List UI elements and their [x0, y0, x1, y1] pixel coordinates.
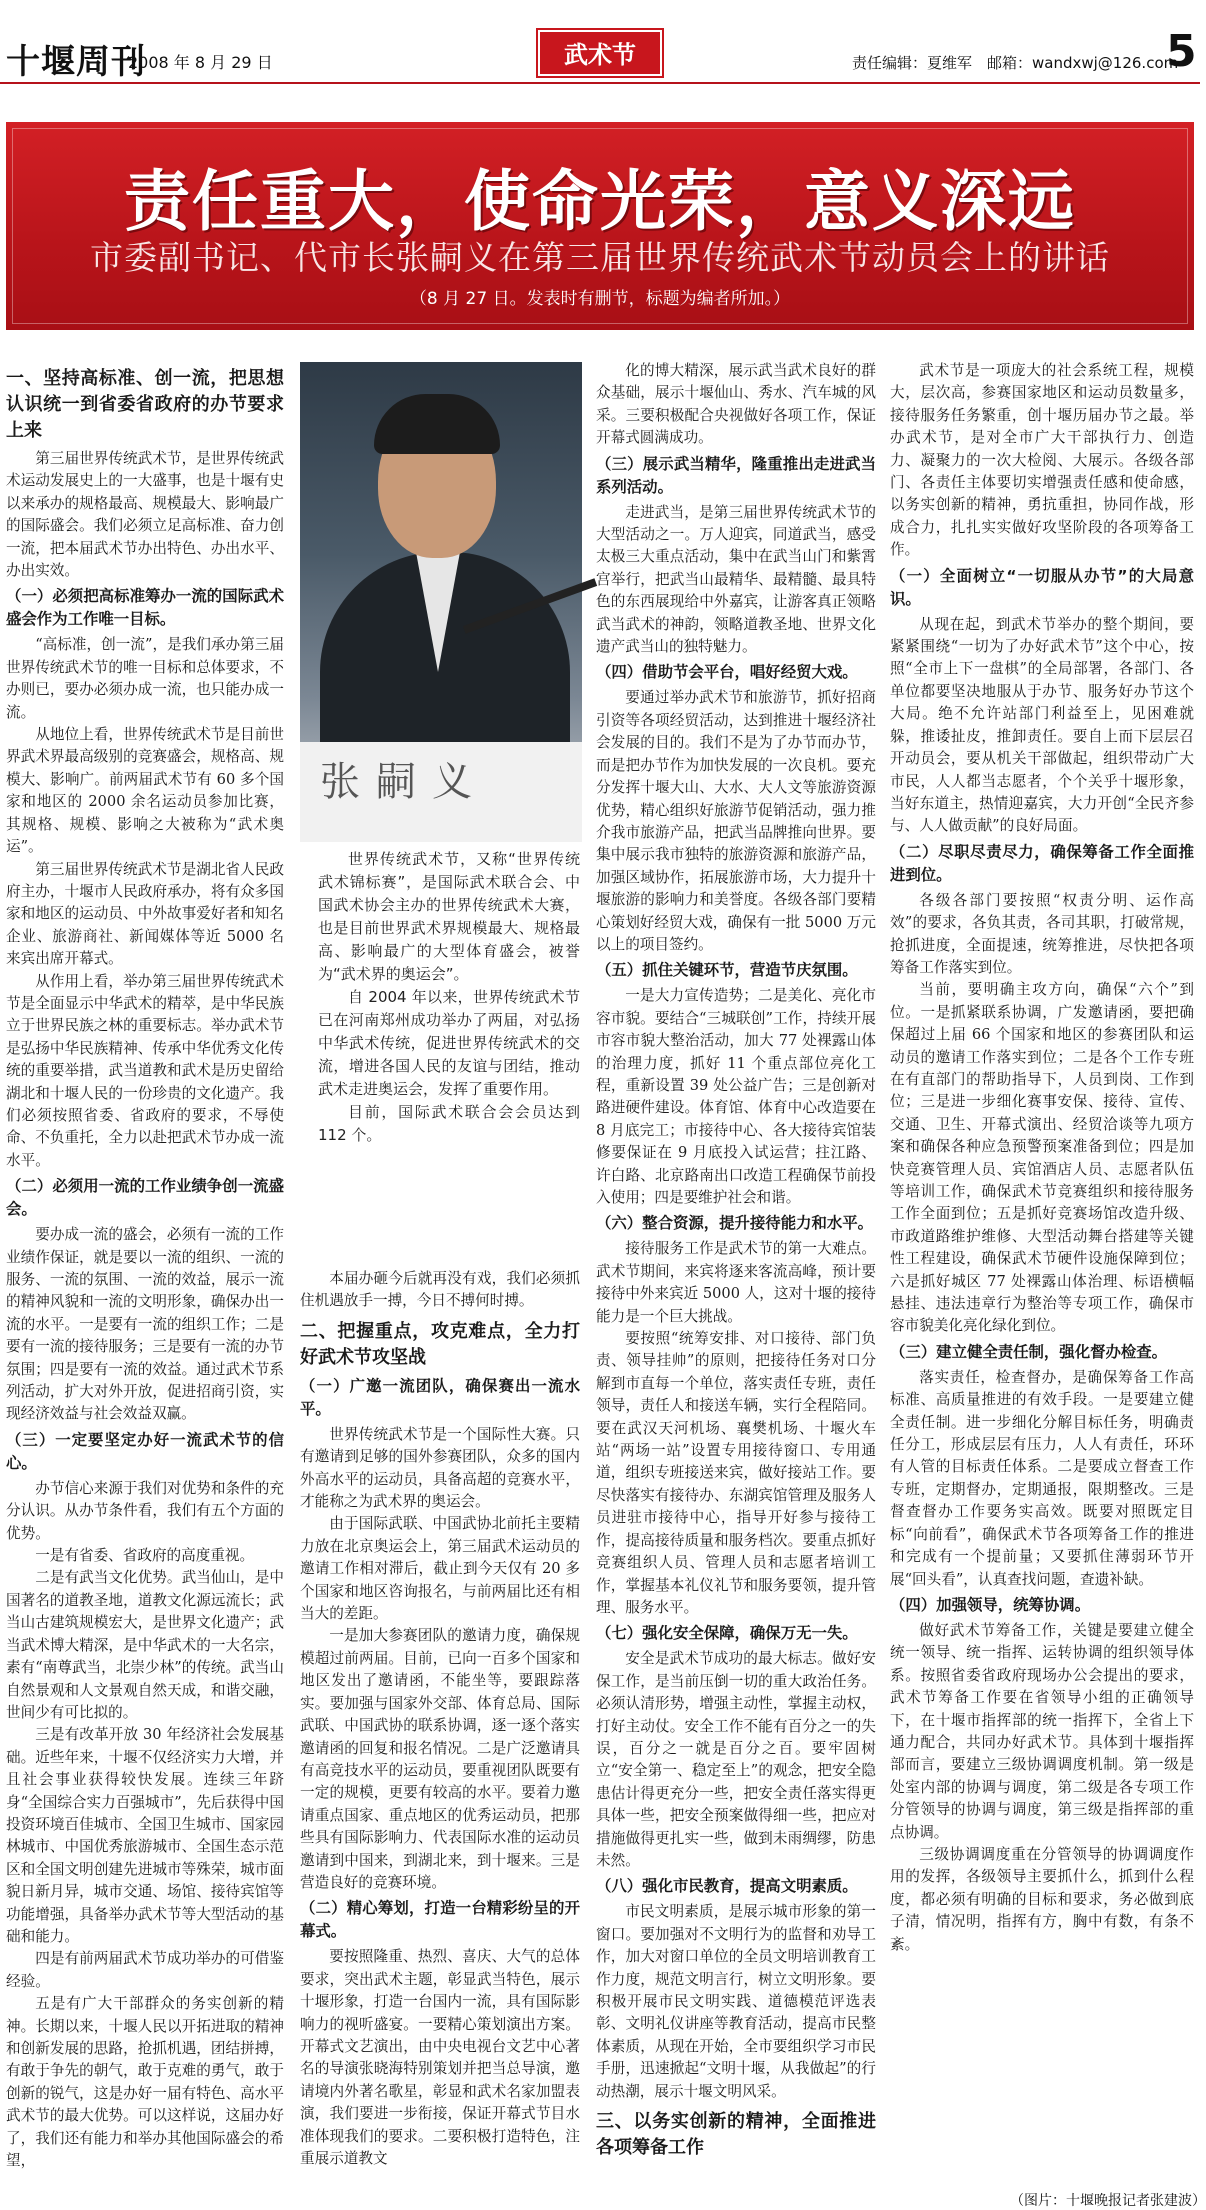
- paragraph: 一是加大参赛团队的邀请力度，确保规模超过前两届。目前，已向一百多个国家和地区发出了邀请函，不能坐等，要跟踪落实。要加强与国家外交部、体育总局、国际武联、中国武协的联系协调，逐一逐个落实邀请函的回复和报名情况。二是广泛邀请具有高竞技水平的运动员，要重视团队既要有一定的规模，更要有较高的水平。要着力邀请重点国家、重点地区的优秀运动员，把那些具有国际影响力、代表国际水准的运动员邀请到中国来，到湖北来，到十堰来。三是营造良好的竞赛环境。: [300, 1627, 580, 1891]
- paragraph: 第三届世界传统武术节是湖北省人民政府主办，十堰市人民政府承办，将有众多国家和地区的运动员、中外故事爱好者和知名企业、旅游商社、新闻媒体等近 5000 名来宾出席开幕式。: [6, 860, 284, 968]
- article-column-2: [300, 1268, 580, 2168]
- page-number: 5: [1166, 26, 1197, 77]
- paragraph: 要办成一流的盛会，必须有一流的工作业绩作保证，就是要以一流的组织、一流的服务、一流的氛围、一流的效益，展示一流的精神风貌和一流的文明形象，确保办出一流的水平。一是要有一流的组织工作；二是要有一流的接待服务；三是要有一流的办节氛围；四是要有一流的效益。通过武术节系列活动，扩大对外开放，促进招商引资，实现经济效益与社会效益双赢。: [6, 1226, 284, 1423]
- editor-note: （8 月 27 日。发表时有删节，标题为编者所加。）: [409, 289, 791, 309]
- subheading: （三）展示武当精华，隆重推出走进武当系列活动。: [596, 454, 876, 496]
- sidebar-paragraph: 世界传统武术节，又称“世界传统武术锦标赛”，是国际武术联合会、中国武术协会主办的世界传统武术大赛，也是目前世界武术界规模最大、规格最高、影响最广的大型体育盛会，被誉为“武术界的奥运会”。: [318, 850, 580, 983]
- paragraph: “高标准，创一流”，是我们承办第三届世界传统武术节的唯一目标和总体要求，不办则已，要办必须办成一流，也只能办成一流。: [6, 636, 284, 721]
- section-heading-3: 三、以务实创新的精神，全面推进各项筹备工作: [596, 2111, 876, 2159]
- paragraph: 四是有前两届武术节成功举办的可借鉴经验。: [6, 1950, 284, 1990]
- paragraph: 做好武术节筹备工作，关键是要建立健全统一领导、统一指挥、运转协调的组织领导体系。按照省委省政府现场办公会提出的要求，武术节筹备工作要在省领导小组的正确领导下，在十堰市指挥部的统一指挥下，全省上下通力配合，共同办好武术节。具体到十堰指挥部而言，要建立三级协调调度机制。第一级是处室内部的协调与调度，第二级是各专项工作分管领导的协调与调度，第三级是指挥部的重点协调。: [890, 1621, 1194, 1841]
- paragraph: 要按照隆重、热烈、喜庆、大气的总体要求，突出武术主题，彰显武当特色，展示十堰形象，打造一台国内一流，具有国际影响力的视听盛宴。一要精心策划演出方案。开幕式文艺演出，由中央电视台文艺中心著名的导演张晓海特别策划并把当总导演，邀请境内外著名歌星，彰显和武术名家加盟表演，我们要进一步衔接，保证开幕式节目水准体现我们的要求。二要积极打造特色，注重展示道教文: [300, 1948, 580, 2167]
- paragraph: 由于国际武联、中国武协北前托主要精力放在北京奥运会上，第三届武术运动员的邀请工作相对滞后，截止到今天仅有 20 多个国家和地区咨询报名，与前两届比还有相当大的差距。: [300, 1515, 580, 1623]
- paragraph: 二是有武当文化优势。武当仙山，是中国著名的道教圣地，道教文化源远流长；武当山古建筑规模宏大，是世界文化遗产；武当武术博大精深，是中华武术的一大名宗，素有“南尊武当，北崇少林”的传统。武当山自然景观和人文景观自然天成，和谐交融，世间少有可比拟的。: [6, 1569, 284, 1721]
- paragraph: 一是大力宣传造势；二是美化、亮化市容市貌。要结合“三城联创”工作，持续开展市容市貌大整治活动，加大 77 处裸露山体的治理力度，抓好 11 个重点部位亮化工程，重新设置 39 处公益广告；三是创新对路进硬件建设。体育馆、体育中心改造要在 8 月底完工；市接待中心、各大接待宾馆装修要保证在 9 月底投入试运营；拄江路、许白路、北京路南出口改造工程确保节前投入使用；四是要维护社会和谐。: [596, 987, 876, 1206]
- subheading: （一）广邀一流团队，确保赛出一流水平。: [300, 1376, 580, 1418]
- article-column-4: [890, 360, 1194, 2140]
- paragraph: 从现在起，到武术节举办的整个期间，要紧紧围绕“一切为了办好武术节”这个中心，按照“全市上下一盘棋”的全局部署，各部门、各单位都要坚决地服从于办节、服务好办节这个大局。绝不允许站部门利益至上，见困难就躲，推诿扯皮，推卸责任。要自上而下层层召开动员会，要从机关干部做起，组织带动广大市民，人人都当志愿者，个个关乎十堰形象，当好东道主，热情迎嘉宾，大力开创“全民齐参与、人人做贡献”的良好局面。: [890, 615, 1194, 835]
- headline-banner: [6, 122, 1194, 330]
- section-heading-1: 一、坚持高标准、创一流，把思想认识统一到省委省政府的办节要求上来: [6, 368, 284, 441]
- subheadline: 市委副书记、代市长张嗣义在第三届世界传统武术节动员会上的讲话: [90, 238, 1110, 277]
- photo-hair: [374, 394, 500, 454]
- paragraph: 第三届世界传统武术节，是世界传统武术运动发展史上的一大盛事，也是十堰有史以来承办的规格最高、规模最大、影响最广的国际盛会。我们必须立足高标准、奋力创一流，把本届武术节办出特色、办出水平、办出实效。: [6, 450, 284, 580]
- paragraph: 一是有省委、省政府的高度重视。: [35, 1547, 255, 1565]
- paragraph: 五是有广大干部群众的务实创新的精神。长期以来，十堰人民以开拓进取的精神和创新发展的思路，抢抓机遇，团结拼搏，有敢于争先的朝气，敢于克难的勇气，敢于创新的锐气，这是办好一届有特色、高水平武术节的最大优势。可以这样说，这届办好了，我们还有能力和举办其他国际盛会的希望，: [6, 1995, 284, 2170]
- paragraph: 走进武当，是第三届世界传统武术节的大型活动之一。万人迎宾，同道武当，感受太极三大重点活动，集中在武当山门和紫霄宫举行，把武当山最精华、最精髓、最具特色的东西展现给中外嘉宾，让游客真正领略武当武术的神韵，领略道教圣地、世界文化遗产武当山的独特魅力。: [596, 503, 876, 656]
- paragraph: 要通过举办武术节和旅游节，抓好招商引资等各项经贸活动，达到推进十堰经济社会发展的目的。我们不是为了办节而办节，而是把办节作为加快发展的一次良机。要充分发挥十堰大山、大水、大人文等旅游资源优势，精心组织好旅游节促销活动，强力推介我市旅游产品，把武当品牌推向世界。要集中展示我市独特的旅游资源和旅游产品，加强区域协作，拓展旅游市场，大力提升十堰旅游的影响力和美誉度。各级各部门要精心策划好经贸大戏，确保有一批 5000 万元以上的项目签约。: [596, 689, 876, 953]
- nameplate-text: 张嗣义: [320, 759, 488, 805]
- paragraph: 接待服务工作是武术节的第一大难点。武术节期间，来宾将逐来客流高峰，预计要接待中外来宾近 5000 人，这对十堰的接待能力是一个巨大挑战。: [596, 1240, 876, 1325]
- paragraph: 落实责任，检查督办，是确保筹备工作高标准、高质量推进的有效手段。一是要建立健全责任制。进一步细化分解目标任务，明确责任分工，形成层层有压力，人人有责任，环环有人管的目标责任体系。二是要成立督查工作专班，定期督办，定期通报，限期整改。三是督查督办工作要务实高效。既要对照既定目标“向前看”，确保武术节各项筹备工作的推进和完成有一个提前量；又要抓住薄弱环节开展“回头看”，认真查找问题，查遗补缺。: [890, 1368, 1194, 1588]
- paragraph: 三级协调调度重在分管领导的协调调度作用的发挥，各级领导主要抓什么，抓到什么程度，都必须有明确的目标和要求，务必做到底子清，情况明，指挥有方，胸中有数，有条不紊。: [890, 1845, 1194, 1953]
- issue-date: 2008 年 8 月 29 日: [128, 53, 273, 72]
- subheading: （四）借助节会平台，唱好经贸大戏。: [596, 663, 858, 682]
- paragraph: 当前，要明确主攻方向，确保“六个”到位。一是抓紧联系协调，广发邀请函，要把确保超过上届 66 个国家和地区的参赛团队和运动员的邀请工作落实到位；二是各个工作专班在有直部门的帮助指导下，人员到岗、工作到位；三是进一步细化赛事安保、接待、宣传、交通、卫生、开幕式演出、经贸洽谈等九项方案和确保各种应急预警预案准备到位；四是加快竞赛管理人员、宾馆酒店人员、志愿者队伍等培训工作，确保武术节竞赛组织和接待服务工作全面到位；五是抓好竞赛场馆改造升级、市政道路维护维修、大型活动舞台搭建等关键性工程建设，确保武术节硬件设施保障到位；六是抓好城区 77 处裸露山体治理、标语横幅悬挂、违法违章行为整治等专项工作，确保市容市貌美化亮化绿化到位。: [890, 981, 1194, 1335]
- paragraph: 市民文明素质，是展示城市形象的第一窗口。要加强对不文明行为的监督和劝导工作，加大对窗口单位的全员文明培训教育工作力度，规范文明言行，树立文明形象。要积极开展市民文明实践、道德模范评选表彰、文明礼仪讲座等教育活动，提高市民整体素质，从现在开始，全市要组织学习市民手册，迅速掀起“文明十堰，从我做起”的行动热潮，展示十堰文明风采。: [596, 1903, 876, 2100]
- subheading: （六）整合资源，提升接待能力和水平。: [596, 1214, 874, 1233]
- subheading: （四）加强领导，统筹协调。: [890, 1595, 1091, 1614]
- paragraph: 安全是武术节成功的最大标志。做好安保工作，是当前压倒一切的重大政治任务。必须认清形势，增强主动性，掌握主动权，打好主动仗。安全工作不能有百分之一的失误，百分之一就是百分之百。要牢固树立“安全第一、稳定至上”的观念，把安全隐患估计得更充分一些，把安全责任落实得更具体一些，把安全预案做得细一些，把应对措施做得更扎实一些，做到未雨绸缪，防患未然。: [596, 1650, 876, 1869]
- headline: 责任重大，使命光荣，意义深远: [124, 162, 1076, 240]
- paragraph: 办节信心来源于我们对优势和条件的充分认识。从办节条件看，我们有五个方面的优势。: [6, 1479, 284, 1542]
- nameplate: [300, 742, 582, 842]
- sidebar-paragraph: 自 2004 年以来，世界传统武术节已在河南郑州成功举办了两届，对弘扬中华武术传统，促进世界传统武术的交流，增进各国人民的友谊与团结，推动武术走进奥运会，发挥了重要作用。: [318, 988, 580, 1098]
- paragraph: 各级各部门要按照“权责分明、运作高效”的要求，各负其责，各司其职，打破常规，抢抓进度，全面提速，统筹推进，尽快把各项筹备工作落实到位。: [890, 891, 1194, 976]
- article-column-3: [596, 360, 876, 2190]
- subheading: （二）精心筹划，打造一台精彩纷呈的开幕式。: [300, 1899, 580, 1941]
- subheading: （二）必须用一流的工作业绩争创一流盛会。: [6, 1177, 284, 1219]
- paper-name: 十堰周刊: [6, 42, 146, 82]
- paragraph: 本届办砸今后就再没有戏，我们必须抓住机遇放手一搏，今日不搏何时搏。: [300, 1270, 580, 1310]
- subheading: （一）全面树立“一切服从办节”的大局意识。: [890, 566, 1194, 608]
- subheading: （三）一定要坚定办好一流武术节的信心。: [6, 1430, 284, 1472]
- subheading: （五）抓住关键环节，营造节庆氛围。: [596, 961, 858, 980]
- section-heading-2: 二、把握重点，攻克难点，全力打好武术节攻坚战: [300, 1320, 580, 1368]
- paragraph: 三是有改革开放 30 年经济社会发展基础。近些年来，十堰不仅经济实力大增，并且社会事业获得较快发展。连续三年跻身“全国综合实力百强城市”，先后获得中国投资环境百佳城市、全国卫生城市、国家园林城市、中国优秀旅游城市、全国生态示范区和全国文明创建先进城市等殊荣，城市面貌日新月异，城市交通、场馆、接待宾馆等功能增强，具备举办武术节等大型活动的基础和能力。: [6, 1726, 284, 1945]
- subheading: （二）尽职尽责尽力，确保筹备工作全面推进到位。: [890, 842, 1194, 884]
- sidebar-info-box: [318, 848, 580, 1147]
- paragraph: 化的博大精深，展示武当武术良好的群众基础，展示十堰仙山、秀水、汽车城的风采。三要积极配合央视做好各项工作，保证开幕式圆满成功。: [596, 362, 876, 447]
- subheading: （一）必须把高标准筹办一流的国际武术盛会作为工作唯一目标。: [6, 587, 284, 629]
- editor-info: 责任编辑：夏维军 邮箱：wandxwj@126.com: [852, 54, 1179, 72]
- photo-credit: （图片：十堰晚报记者张建波）: [1010, 2193, 1206, 2209]
- sidebar-paragraph: 目前，国际武术联合会会员达到 112 个。: [318, 1103, 580, 1144]
- subheading: （七）强化安全保障，确保万无一失。: [596, 1624, 858, 1643]
- speaker-photo: [300, 362, 582, 842]
- paragraph: 从作用上看，举办第三届世界传统武术节是全面显示中华武术的精萃，是中华民族立于世界民族之林的重要标志。举办武术节是弘扬中华民族精神、传承中华优秀文化传统的重要举措，武当道教和武术是历史留给湖北和十堰人民的一份珍贵的文化遗产。我们必须按照省委、省政府的要求，不辱使命、不负重托，全力以赴把武术节办成一流水平。: [6, 972, 284, 1169]
- section-badge: 武术节: [538, 30, 662, 76]
- paragraph: 武术节是一项庞大的社会系统工程，规模大，层次高，参赛国家地区和运动员数量多，接待服务任务繁重，创十堰历届办节之最。举办武术节，是对全市广大干部执行力、创造力、凝聚力的一次大检阅、大展示。各级各部门、各责任主体要切实增强责任感和使命感，以务实创新的精神，勇抗重担，协同作战，形成合力，扎扎实实做好攻坚阶段的各项筹备工作。: [890, 362, 1194, 559]
- subheading: （三）建立健全责任制，强化督办检查。: [890, 1342, 1168, 1361]
- subheading: （八）强化市民教育，提高文明素质。: [596, 1877, 858, 1896]
- masthead: [0, 0, 1200, 84]
- paragraph: 世界传统武术节是一个国际性大赛。只有邀请到足够的国外参赛团队，众多的国内外高水平的运动员，具备高超的竞赛水平，才能称之为武术界的奥运会。: [300, 1425, 580, 1511]
- article-column-1: [6, 360, 284, 2170]
- paragraph: 要按照“统筹安排、对口接待、部门负责、领导挂帅”的原则，把接待任务对口分解到市直每一个单位，落实责任专班，责任领导，责任人和接送车辆，实行全程陪同。要在武汉天河机场、襄樊机场、十堰火车站“两场一站”设置专用接待窗口、专用通道，组织专班接送来宾，做好接站工作。要尽快落实有接待办、东湖宾馆管理及服务人员进驻市接待中心，指导开好参与接待工作，提高接待质量和服务档次。要重点抓好竞赛组织人员、管理人员和志愿者培训工作，掌握基本礼仪礼节和服务要领，提升管理、服务水平。: [596, 1330, 876, 1616]
- paragraph: 从地位上看，世界传统武术节是目前世界武术界最高级别的竞赛盛会，规格高、规模大、影响广。前两届武术节有 60 多个国家和地区的 2000 余名运动员参加比赛，其规格、规模、影响之大被称为“武术奥运”。: [6, 726, 284, 856]
